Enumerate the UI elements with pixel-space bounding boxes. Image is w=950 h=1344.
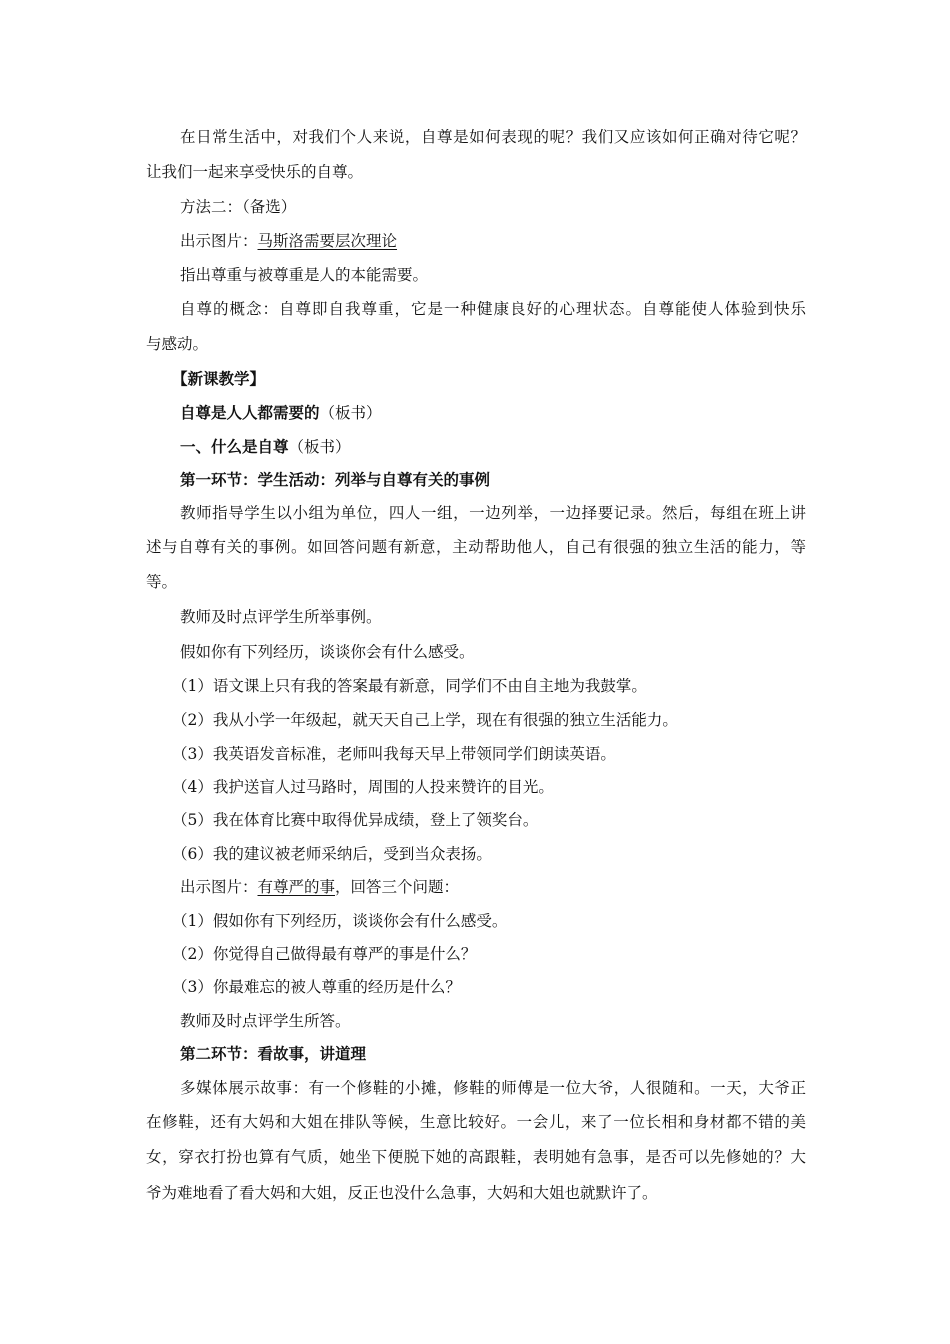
- guide-paragraph-line-2: 述与自尊有关的事例。如回答问题有新意，主动帮助他人，自己有很强的独立生活的能力，等: [146, 538, 806, 556]
- list-item: （6）我的建议被老师采纳后，受到当众表扬。: [172, 845, 492, 863]
- dignified-things-link[interactable]: 有尊严的事: [257, 878, 336, 896]
- show-picture-prefix: 出示图片：: [180, 878, 258, 896]
- list-item: （5）我在体育比赛中取得优异成绩，登上了领奖台。: [172, 811, 539, 829]
- point-out-text: 指出尊重与被尊重是人的本能需要。: [180, 266, 429, 284]
- heading-everyone-needs-self-esteem: [180, 403, 382, 423]
- teacher-comment-answers: 教师及时点评学生所答。: [180, 1012, 351, 1030]
- question-item: （1）假如你有下列经历，谈谈你会有什么感受。: [172, 912, 508, 930]
- self-esteem-concept-line-2: 与感动。: [146, 335, 209, 353]
- story-paragraph-line-1: 多媒体展示故事：有一个修鞋的小摊，修鞋的师傅是一位大爷，人很随和。一天，大爷正: [180, 1079, 806, 1097]
- show-picture-suffix: ，回答三个问题：: [335, 878, 460, 896]
- story-paragraph-line-2: 在修鞋，还有大妈和大姐在排队等候，生意比较好。一会儿，来了一位长相和身材都不错的美: [146, 1113, 806, 1131]
- list-item: （1）语文课上只有我的答案最有新意，同学们不由自主地为我鼓掌。: [172, 677, 647, 695]
- section-one-title: 第一环节：学生活动：列举与自尊有关的事例: [180, 470, 491, 489]
- question-item: （3）你最难忘的被人尊重的经历是什么？: [172, 978, 461, 996]
- story-paragraph-line-3: 女，穿衣打扮也算有气质，她坐下便脱下她的高跟鞋，表明她有急事，是否可以先修她的？大: [146, 1148, 806, 1166]
- guide-paragraph-line-1: 教师指导学生以小组为单位，四人一组，一边列举，一边择要记录。然后，每组在班上讲: [180, 504, 806, 522]
- list-item: （2）我从小学一年级起，就天天自己上学，现在有很强的独立生活能力。: [172, 711, 678, 729]
- story-paragraph-line-4: 爷为难地看了看大妈和大姐，反正也没什么急事，大妈和大姐也就默许了。: [146, 1184, 658, 1202]
- heading-bold-text: 自尊是人人都需要的: [180, 403, 320, 422]
- paragraph-intro-line-2: 让我们一起来享受快乐的自尊。: [146, 163, 364, 181]
- self-esteem-concept-line-1: 自尊的概念：自尊即自我尊重，它是一种健康良好的心理状态。自尊能使人体验到快乐: [180, 300, 806, 318]
- method-two-label: 方法二：（备选）: [180, 198, 297, 216]
- new-lesson-heading: 【新课教学】: [172, 369, 266, 388]
- heading-what-is-self-esteem: [180, 437, 351, 457]
- show-picture-dignity: [180, 877, 459, 897]
- board-note: （板书）: [288, 438, 351, 456]
- suppose-prompt: 假如你有下列经历，谈谈你会有什么感受。: [180, 643, 475, 661]
- guide-paragraph-line-3: 等。: [146, 573, 178, 591]
- section-two-title: 第二环节：看故事，讲道理: [180, 1044, 367, 1063]
- list-item: （4）我护送盲人过马路时，周围的人投来赞许的目光。: [172, 778, 554, 796]
- show-picture-prefix: 出示图片：: [180, 232, 258, 250]
- list-item: （3）我英语发音标准，老师叫我每天早上带领同学们朗读英语。: [172, 745, 616, 763]
- paragraph-intro-line-1: 在日常生活中，对我们个人来说，自尊是如何表现的呢？我们又应该如何正确对待它呢？: [180, 128, 806, 146]
- board-note: （板书）: [319, 404, 382, 422]
- maslow-theory-link[interactable]: 马斯洛需要层次理论: [257, 232, 398, 250]
- show-picture-maslow: [180, 231, 397, 251]
- heading-bold-text: 一、什么是自尊: [180, 437, 289, 456]
- teacher-comment-examples: 教师及时点评学生所举事例。: [180, 608, 382, 626]
- question-item: （2）你觉得自己做得最有尊严的事是什么？: [172, 945, 477, 963]
